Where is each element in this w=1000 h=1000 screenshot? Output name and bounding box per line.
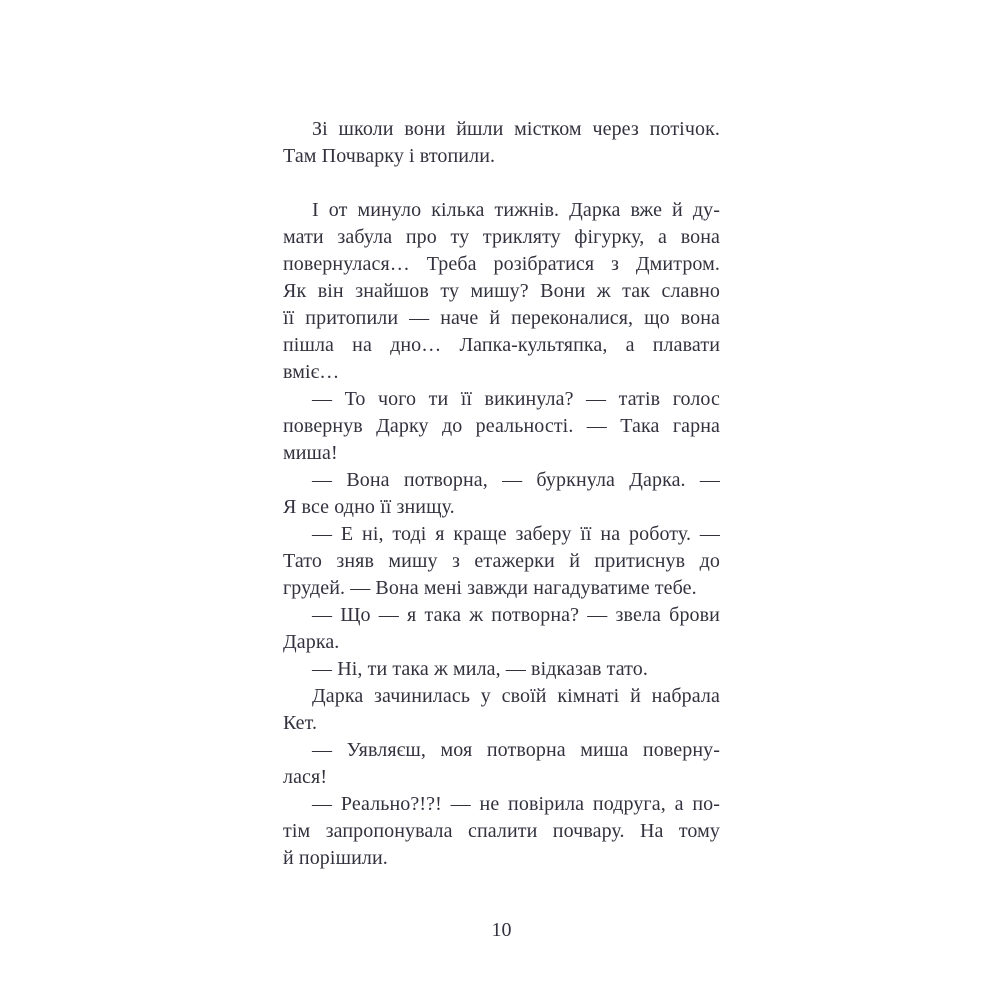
text-line: вміє… [283, 361, 340, 383]
text-line: грудей. — Вона мені завжди нагадуватиме тебе. [283, 577, 697, 599]
text-line: пішла на дно… Лапка-культяпка, а плавати [283, 334, 720, 356]
text-line: І от минуло кілька тижнів. Дарка вже й ду- [312, 199, 720, 221]
text-line: повернув Дарку до реальності. — Така гарна [283, 415, 720, 437]
text-line: Дарка. [283, 631, 340, 653]
text-line: Тато зняв мишу з етажерки й притиснув до [283, 550, 720, 572]
text-line: Як він знайшов ту мишу? Вони ж так славно [283, 280, 720, 302]
page-number: 10 [491, 919, 512, 941]
text-line: — Ні, ти така ж мила, — відказав тато. [312, 658, 648, 680]
text-line: миша! [283, 442, 338, 464]
text-line: — То чого ти її викинула? — татів голос [312, 388, 720, 410]
text-line: й порішили. [283, 847, 388, 869]
text-line: її притопили — наче й переконалися, що вона [283, 307, 720, 329]
paragraph [283, 683, 720, 737]
paragraph [283, 737, 720, 791]
text-line: — Реально?!?! — не повірила подруга, а по- [312, 793, 720, 815]
paragraph [283, 467, 720, 521]
text-line: Зі школи вони йшли містком через потічок. [312, 118, 720, 140]
text-line: повернулася… Треба розібратися з Дмитром. [283, 253, 720, 275]
text-line: Там Почварку і втопили. [283, 145, 496, 167]
text-line: — Що — я така ж потворна? — звела брови [312, 604, 720, 626]
paragraph [283, 602, 720, 656]
paragraph [283, 386, 720, 467]
text-line: Я все одно її знищу. [283, 496, 455, 518]
text-line: Кет. [283, 712, 318, 734]
paragraph [283, 197, 720, 386]
paragraph [283, 521, 720, 602]
text-column [283, 116, 720, 872]
text-line: мати забула про ту трикляту фігурку, а вона [283, 226, 720, 248]
paragraph [283, 116, 720, 170]
text-line: тім запропонувала спалити почвару. На тому [283, 820, 720, 842]
paragraph [283, 791, 720, 872]
text-line: — Е ні, тоді я краще заберу її на роботу. — [312, 523, 720, 545]
paragraph [283, 656, 720, 683]
text-line: лася! [283, 766, 328, 788]
text-line: — Уявляєш, моя потворна миша поверну- [312, 739, 720, 761]
text-line: Дарка зачинилась у своїй кімнаті й набрала [312, 685, 720, 707]
text-line: — Вона потворна, — буркнула Дарка. — [312, 469, 720, 491]
